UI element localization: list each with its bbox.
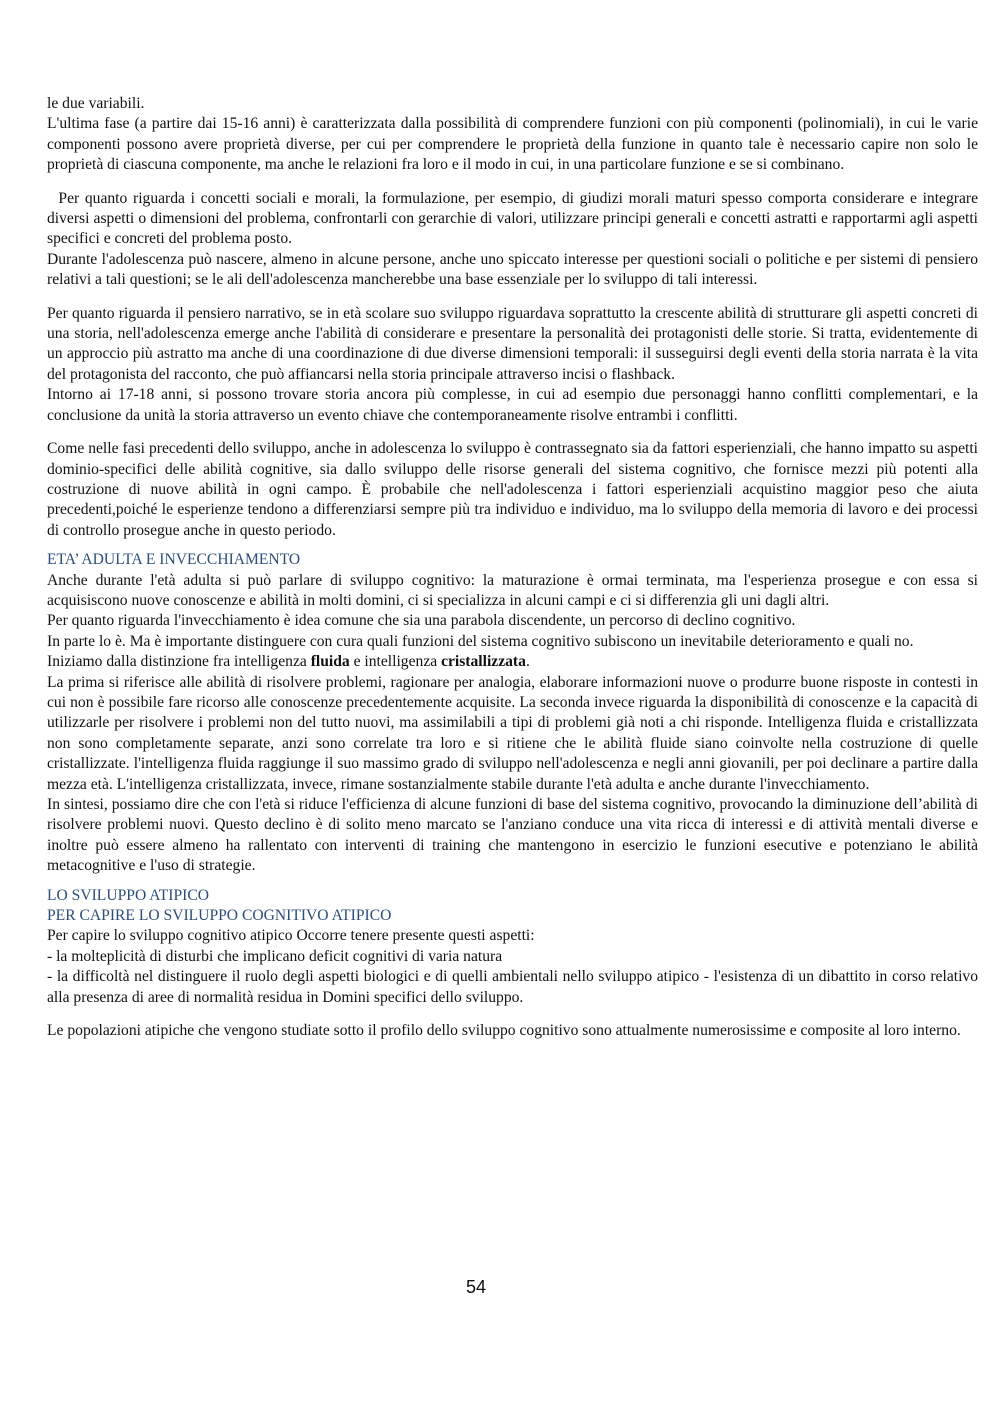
bold-term-fluida: fluida xyxy=(310,653,350,671)
text-run: Iniziamo dalla distinzione fra intelligenza xyxy=(47,653,311,671)
paragraph xyxy=(47,189,978,250)
page-number: 54 xyxy=(465,1277,487,1297)
text-run: . xyxy=(525,653,530,671)
list-item: - la molteplicità di disturbi che implicano deficit cognitivi di varia natura xyxy=(47,947,503,965)
subsection-heading: PER CAPIRE LO SVILUPPO COGNITIVO ATIPICO xyxy=(47,907,392,925)
paragraph: In parte lo è. Ma è importante distinguere con cura quali funzioni del sistema cognitivo subiscono un inevitabile deterioramento e quali no. xyxy=(47,632,914,650)
paragraph: Durante l'adolescenza può nascere, almeno in alcune persone, anche uno spiccato interesse per questioni sociali o politiche e per sistemi di pensiero relativi a tali questioni; se le ali dell'adolescenza mancherebbe una base essenziale per lo sviluppo di tali interessi. xyxy=(47,250,978,289)
paragraph: L'ultima fase (a partire dai 15-16 anni) è caratterizzata dalla possibilità di comprendere funzioni con più componenti (polinomiali), in cui le varie componenti possono avere proprietà diverse, per cui per comprendere le proprietà della funzione in quanto tale è necessario capire non solo le proprietà di ciascuna componente, ma anche le relazioni fra loro e il modo in cui, in una particolare funzione e se si combinano. xyxy=(47,115,978,174)
list-item: - la difficoltà nel distinguere il ruolo degli aspetti biologici e di quelli ambientali nello sviluppo atipico - l'esistenza di un dibattito in corso relativo alla presenza di aree di normalità residua in Domini specifici dello sviluppo. xyxy=(47,968,978,1006)
paragraph: Come nelle fasi precedenti dello sviluppo, anche in adolescenza lo sviluppo è contrassegnato sia da fattori esperienziali, che hanno impatto su aspetti dominio-specifici delle abilità cognitive, sia dallo sviluppo delle risorse generali del sistema cognitivo, che fornisce mezzi più potenti alla costruzione di nuove abilità in ogni campo. È probabile che nell'adolescenza i fattori esperienziali acquistino maggior peso che aiuta precedenti,poiché le esperienze tendono a differenziarsi sempre più tra individuo e individuo, ma lo sviluppo della memoria di lavoro e dei processi di controllo prosegue anche in questo periodo. xyxy=(47,440,978,539)
section-heading: LO SVILUPPO ATIPICO xyxy=(47,886,210,904)
paragraph: le due variabili. xyxy=(47,95,145,112)
section-heading: ETA’ ADULTA E INVECCHIAMENTO xyxy=(47,551,301,569)
paragraph: Per quanto riguarda l'invecchiamento è idea comune che sia una parabola discendente, un percorso di declino cognitivo. xyxy=(47,612,796,630)
bold-term-cristallizzata: cristallizzata xyxy=(441,653,526,671)
text-run: e intelligenza xyxy=(349,653,442,671)
paragraph-text: Per quanto riguarda i concetti sociali e morali, la formulazione, per esempio, di giudizi morali maturi spesso comporta considerare e integrare diversi aspetti o dimensioni del problema, confrontarli con gerarchie di valori, utilizzare principi generali e concetti astratti e rapportarmi agli aspetti specifici e concreti del problema posto. xyxy=(47,189,979,248)
paragraph: Anche durante l'età adulta si può parlare di sviluppo cognitivo: la maturazione è ormai terminata, ma l'esperienza prosegue e con essa si acquisiscono nuove conoscenze e abilità in molti domini, ci si specializza in alcuni campi e ci si differenzia gli uni dagli altri. xyxy=(47,571,978,609)
paragraph: In sintesi, possiamo dire che con l'età si riduce l'efficienza di alcune funzioni di base del sistema cognitivo, provocando la diminuzione dell’abilità di risolvere problemi nuovi. Questo declino è di solito meno marcato se l'anziano conduce una vita ricca di interessi e di attività mentali diverse e inoltre può essere almeno ha rallentato con interventi di training che mantengono in esercizio le funzioni esecutive e potenziano le abilità metacognitive e l'uso di strategie. xyxy=(47,796,978,875)
paragraph: La prima si riferisce alle abilità di risolvere problemi, ragionare per analogia, elaborare informazioni nuove o produrre buone risposte in contesti in cui non è possibile fare ricorso alle conoscenze precedentemente acquisite. La seconda invece riguarda la disponibilità di conoscenze e la capacità di utilizzarle per risolvere i problemi non del tutto nuovi, ma assimilabili a tipi di problemi già noti a chi risponde. Intelligenza fluida e cristallizzata non sono completamente separate, anzi sono correlate tra loro e si ritiene che le abilità fluide siano coinvolte nella costruzione di quelle cristallizzate. l'intelligenza fluida raggiunge il suo massimo grado di sviluppo nell'adolescenza e negli anni giovanili, per poi declinare a partire dalla mezza età. L'intelligenza cristallizzata, invece, rimane sostanzialmente stabile durante l'età adulta e anche durante l'invecchiamento. xyxy=(47,673,978,793)
paragraph: Per capire lo sviluppo cognitivo atipico Occorre tenere presente questi aspetti: xyxy=(47,927,535,945)
list-block xyxy=(47,926,978,967)
paragraph: Per quanto riguarda il pensiero narrativo, se in età scolare suo sviluppo riguardava soprattutto la crescente abilità di strutturare gli aspetti concreti di una storia, nell'adolescenza emerge anche l'abilità di considerare e presentare la personalità dei protagonisti delle storie. Si tratta, evidentemente di un approccio più astratto ma anche di una coordinazione di due diverse dimensioni temporali: il susseguirsi degli eventi della storia narrata è la vita del protagonista del racconto, che può affiancarsi nella storia principale attraverso incisi o flashback. xyxy=(47,304,978,383)
paragraph xyxy=(47,652,978,672)
document-page xyxy=(47,94,978,1041)
paragraph: Le popolazioni atipiche che vengono studiate sotto il profilo dello sviluppo cognitivo sono attualmente numerosissime e composite al loro interno. xyxy=(47,1022,961,1040)
paragraph: Intorno ai 17-18 anni, si possono trovare storia ancora più complesse, in cui ad esempio due personaggi hanno conflitti complementari, e la conclusione da unità la storia attraverso un evento chiave che contemporaneamente risolve entrambi i conflitti. xyxy=(47,386,978,424)
